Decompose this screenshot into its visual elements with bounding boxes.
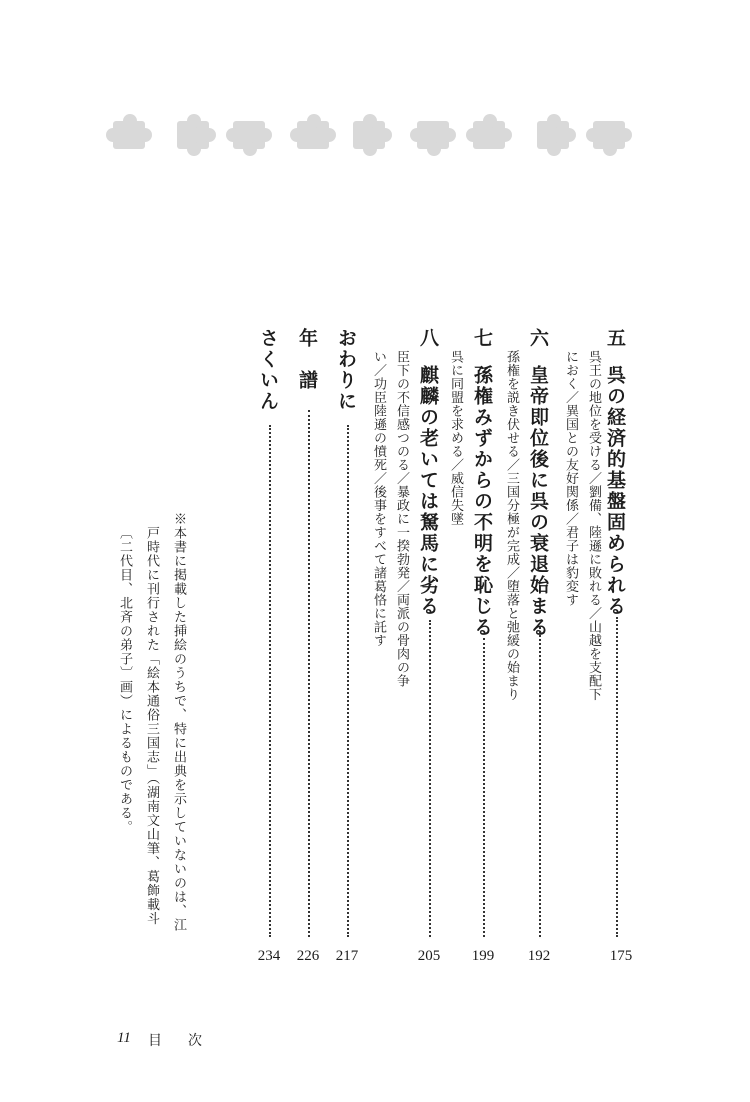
subtopic-line: 孫権を説き伏せる／三国分極が完成／堕落と弛緩の始まり <box>504 350 519 701</box>
leader-dots <box>539 627 543 937</box>
subtopic-line: 呉に同盟を求める／威信失墜 <box>448 350 463 526</box>
folio-page-number: 11 <box>117 1030 131 1046</box>
chronology-title: 年 譜 <box>296 328 318 391</box>
page-number: 226 <box>296 948 320 964</box>
subtopic-line: におく／異国との友好関係／君子は豹変す <box>563 350 578 607</box>
puzzle-decoration <box>100 100 640 170</box>
puzzle-piece-icon <box>410 121 456 156</box>
chapter-title: 麒麟の老いては駑馬に劣る <box>417 365 439 617</box>
puzzle-piece-icon <box>353 114 392 156</box>
leader-dots <box>269 425 273 937</box>
puzzle-piece-icon <box>537 114 576 156</box>
page-number: 217 <box>335 948 359 964</box>
leader-dots <box>429 620 433 937</box>
page-number: 192 <box>527 948 551 964</box>
afterword-title: おわりに <box>335 328 357 412</box>
puzzle-pieces-icon <box>100 100 640 170</box>
chapter-number: 七 <box>471 328 493 347</box>
subtopic-line: い／功臣陸遜の憤死／後事をすべて諸葛恪に託す <box>371 350 386 647</box>
illustration-note-line: 戸時代に刊行された「絵本通俗三国志」（湖南文山筆、葛飾載斗 <box>144 526 159 926</box>
chapter-number: 六 <box>527 328 549 347</box>
subtopic-line: 臣下の不信感つのる／暴政に一揆勃発／両派の骨肉の争 <box>394 350 409 688</box>
page-number: 234 <box>257 948 281 964</box>
page-number: 199 <box>471 948 495 964</box>
illustration-note-line: 〔二代目、北斉の弟子〕画）によるものである。 <box>117 526 132 834</box>
leader-dots <box>308 410 312 937</box>
chapter-title: 呉の経済的基盤固められる <box>604 365 626 617</box>
puzzle-piece-icon <box>290 114 336 149</box>
chapter-title: 孫権みずからの不明を恥じる <box>471 365 493 638</box>
chapter-number: 五 <box>604 328 626 347</box>
puzzle-piece-icon <box>177 114 216 156</box>
illustration-note-line: ※本書に掲載した挿絵のうちで、特に出典を示していないのは、江 <box>171 512 186 932</box>
index-title: さくいん <box>257 328 279 412</box>
puzzle-piece-icon <box>586 121 632 156</box>
page-number: 205 <box>417 948 441 964</box>
puzzle-piece-icon <box>466 114 512 149</box>
leader-dots <box>483 638 487 937</box>
chapter-title: 皇帝即位後に呉の衰退始まる <box>527 365 549 638</box>
leader-dots <box>616 617 620 937</box>
subtopic-line: 呉王の地位を受ける／劉備、陸遜に敗れる／山越を支配下 <box>586 350 601 701</box>
puzzle-piece-icon <box>106 114 152 149</box>
leader-dots <box>347 425 351 937</box>
chapter-number: 八 <box>417 328 439 347</box>
page-number: 175 <box>609 948 633 964</box>
running-head: 目 次 <box>148 1033 208 1049</box>
puzzle-piece-icon <box>226 121 272 156</box>
